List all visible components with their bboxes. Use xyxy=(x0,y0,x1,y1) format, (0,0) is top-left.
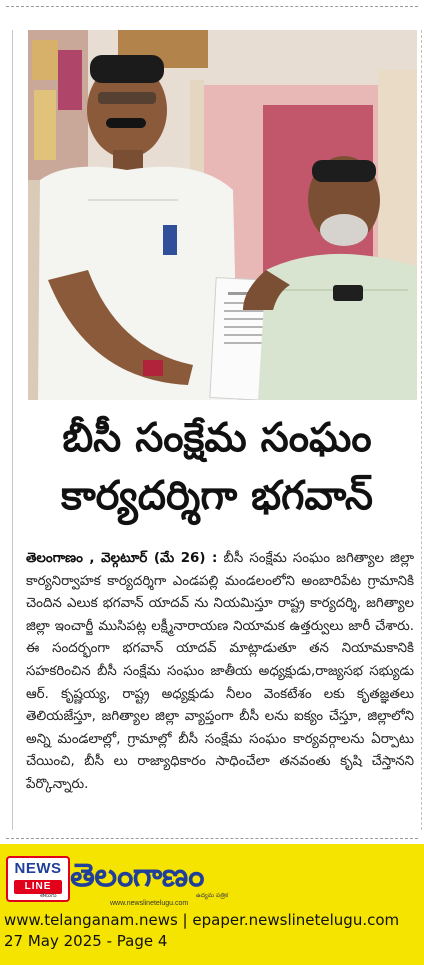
logo-line-text: LINE xyxy=(14,880,62,894)
brand-tagline: ఉద్యమ పత్రిక xyxy=(196,892,229,899)
footer-urls: www.telanganam.news | epaper.newslinetelugu.com xyxy=(4,911,400,929)
newsline-logo xyxy=(6,856,70,902)
photo-illustration xyxy=(28,30,417,400)
article-body xyxy=(26,548,414,797)
logo-news-text: NEWS xyxy=(14,860,62,877)
brand-title: తెలంగాణం xyxy=(70,856,204,894)
top-divider xyxy=(6,6,418,7)
headline-line-1: బీసీ సంక్షేమ సంఘం xyxy=(62,415,372,461)
headline-line-2: కార్యదర్శిగా భగవాన్ xyxy=(60,473,373,519)
article-body-text: బీసీ సంక్షేమ సంఘం జగిత్యాల జిల్లా కార్యనిర్వాహక కార్యదర్శిగా ఎండపల్లి మండలంలోని అంబారిపేట గ్రామానికి చెందిన ఎలుక భగవాన్ యాదవ్ ను నియమిస్తూ రాష్ట్ర కార్యదర్శి, జగిత్యాల జిల్లా ఇంచార్జీ ముసిపట్ల లక్ష్మీనారాయణ నియామక ఉత్తర్వులు జారీ చేశారు. ఈ సందర్భంగా భగవాన్ యాదవ్ మాట్లాడుతూ తన నియామకానికి సహకరించిన బీసీ సంక్షేమ సంఘం జాతీయ అధ్యక్షుడు,రాజ్యసభ సభ్యుడు ఆర్. కృష్ణయ్య, రాష్ట్ర అధ్యక్షుడు నీలం వెంకటేశం లకు కృతజ్ఞతలు తెలియజేస్తూ, జగిత్యాల జిల్లా వ్యాప్తంగా బీసీ లను ఐక్యం చేస్తూ, జిల్లాలోని అన్ని మండలాల్లో, గ్రామాల్లో బీసీ సంక్షేమ సంఘం కార్యవర్గాలను ఏర్పాటు చేయించి, బీసీ లు రాజ్యాధికారం సాధించేలా తనవంతు కృషి చేస్తానని పేర్కొన్నారు. xyxy=(26,551,414,792)
footer-banner xyxy=(0,844,424,965)
article-dateline: తెలంగాణం , వెల్గటూర్ (మే 26) : xyxy=(26,551,218,566)
brand-small-url: www.newslinetelugu.com xyxy=(110,900,189,907)
bottom-divider xyxy=(6,838,418,839)
logo-subtext: తెలుగు xyxy=(40,892,57,899)
footer-date-page: 27 May 2025 - Page 4 xyxy=(4,932,168,950)
right-column-rule xyxy=(421,30,422,830)
left-column-rule xyxy=(12,30,13,830)
news-photo xyxy=(28,30,417,400)
